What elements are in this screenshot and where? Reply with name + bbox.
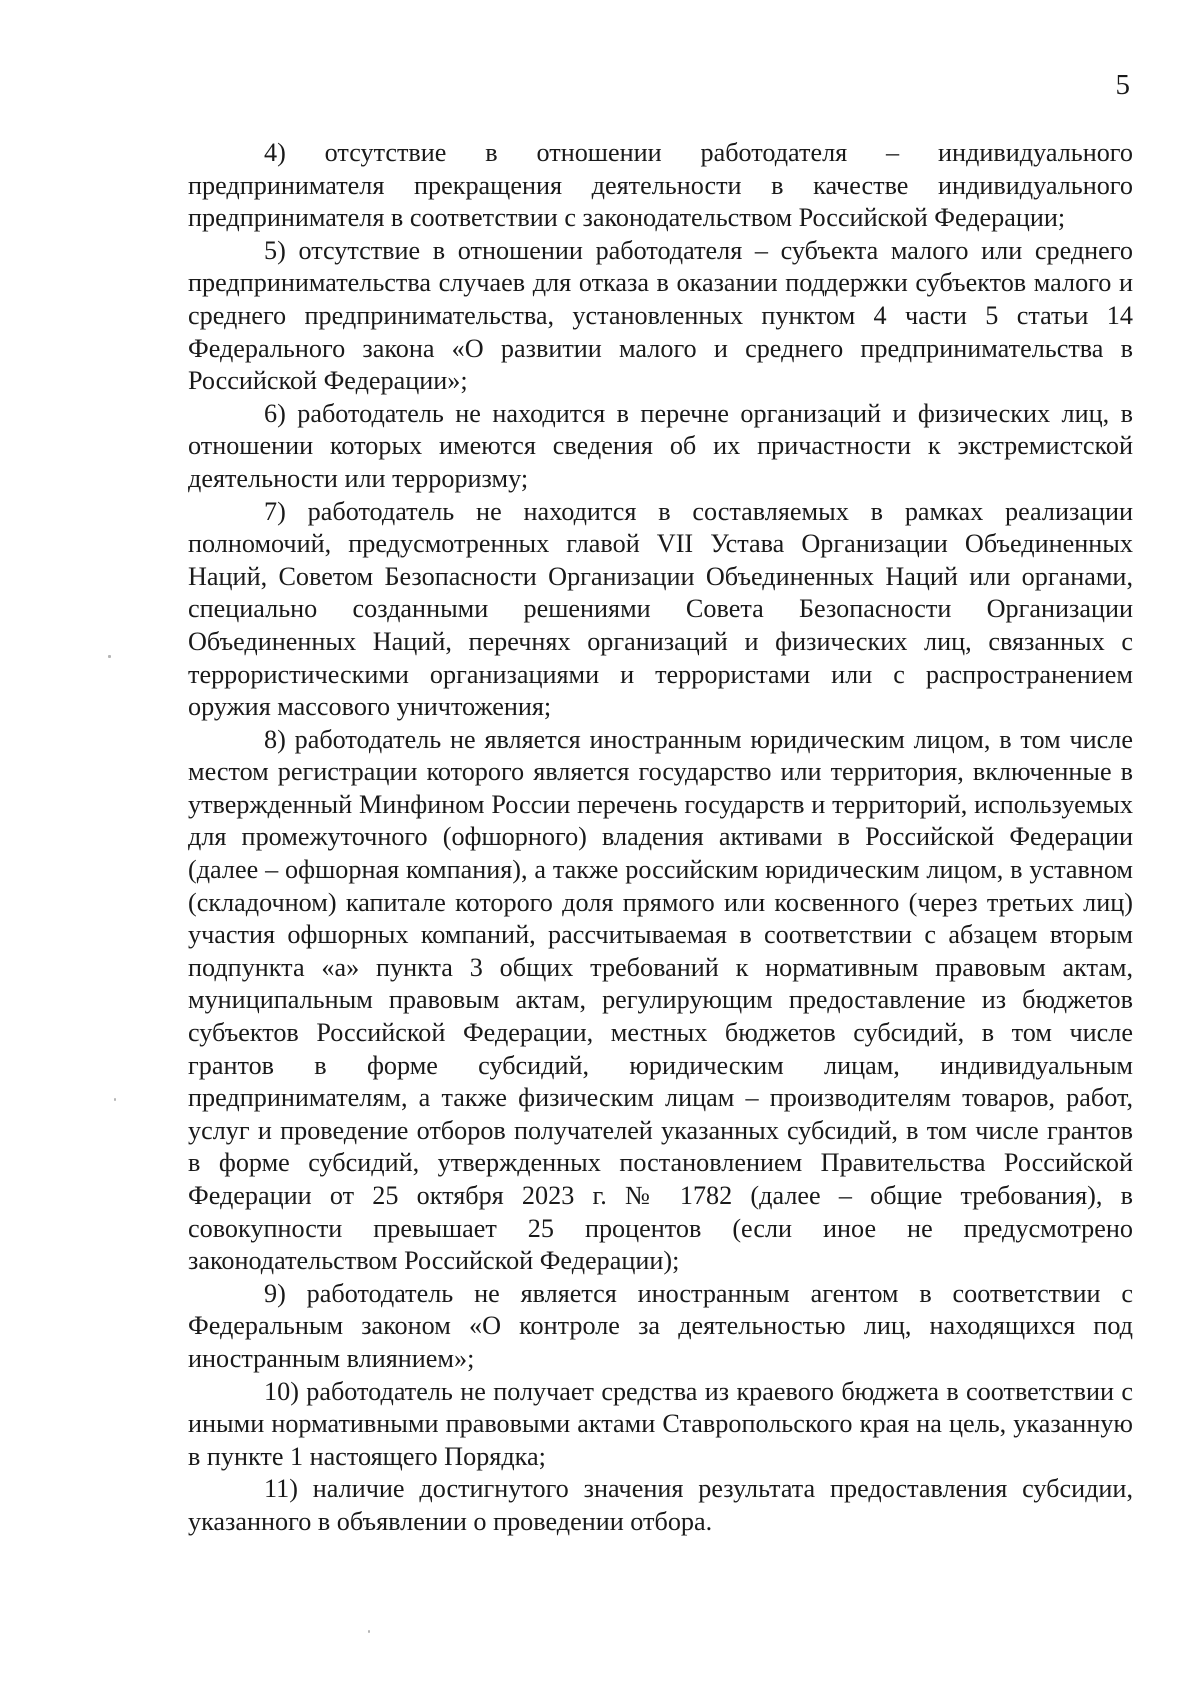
paragraph-item-10: 10) работодатель не получает средства из краевого бюджета в соответствии с иными нормативными правовыми актами Ставропольского края на цель, указанную в пункте 1 настоящего Порядка; [188, 1376, 1133, 1471]
paragraph-item-9: 9) работодатель не является иностранным агентом в соответствии с Федеральным законом «О контроле за деятельностью лиц, находящихся под иностранным влиянием»; [188, 1278, 1133, 1373]
paragraph-item-8: 8) работодатель не является иностранным юридическим лицом, в том числе местом регистрации которого является государство или территория, включенные в утвержденный Минфином России перечень государств и территорий, используемых для промежуточного (офшорного) владения активами в Российской Федерации (далее – офшорная компания), а также российским юридическим лицом, в уставном (складочном) капитале которого доля прямого или косвенного (через третьих лиц) участия офшорных компаний, рассчитываемая в соответствии с абзацем вторым подпункта «а» пункта 3 общих требований к нормативным правовым актам, муниципальным правовым актам, регулирующим предоставление из бюджетов субъектов Российской Федерации, местных бюджетов субсидий, в том числе грантов в форме субсидий, юридическим лицам, индивидуальным предпринимателям, а также физическим лицам – производителям товаров, работ, услуг и проведение отборов получателей указанных субсидий, в том числе грантов в форме субсидий, утвержденных постановлением Правительства Российской Федерации от 25 октября 2023 г. № 1782 (далее – общие требования), в совокупности превышает 25 процентов (если иное не предусмотрено законодательством Российской Федерации); [188, 724, 1133, 1276]
scan-speck [108, 655, 111, 658]
page-number: 5 [1115, 69, 1130, 101]
paragraph-item-7: 7) работодатель не находится в составляемых в рамках реализации полномочий, предусмотренных главой VII Устава Организации Объединенных Наций, Советом Безопасности Организации Объединенных Наций или органами, специально созданными решениями Совета Безопасности Организации Объединенных Наций, перечнях организаций и физических лиц, связанных с террористическими организациями и террористами или с распространением оружия массового уничтожения; [188, 496, 1133, 722]
scan-speck [368, 1630, 370, 1633]
paragraph-item-5: 5) отсутствие в отношении работодателя – субъекта малого или среднего предпринимательства случаев для отказа в оказании поддержки субъектов малого и среднего предпринимательства, установленных пунктом 4 части 5 статьи 14 Федерального закона «О развитии малого и среднего предпринимательства в Российской Федерации»; [188, 235, 1133, 396]
scan-speck [114, 1098, 116, 1101]
paragraph-item-6: 6) работодатель не находится в перечне организаций и физических лиц, в отношении которых имеются сведения об их причастности к экстремистской деятельности или терроризму; [188, 398, 1133, 493]
document-body [188, 137, 1133, 1539]
paragraph-item-11: 11) наличие достигнутого значения результата предоставления субсидии, указанного в объявлении о проведении отбора. [188, 1474, 1133, 1536]
paragraph-item-4: 4) отсутствие в отношении работодателя – индивидуального предпринимателя прекращения деятельности в качестве индивидуального предпринимателя в соответствии с законодательством Российской Федерации; [188, 138, 1133, 233]
